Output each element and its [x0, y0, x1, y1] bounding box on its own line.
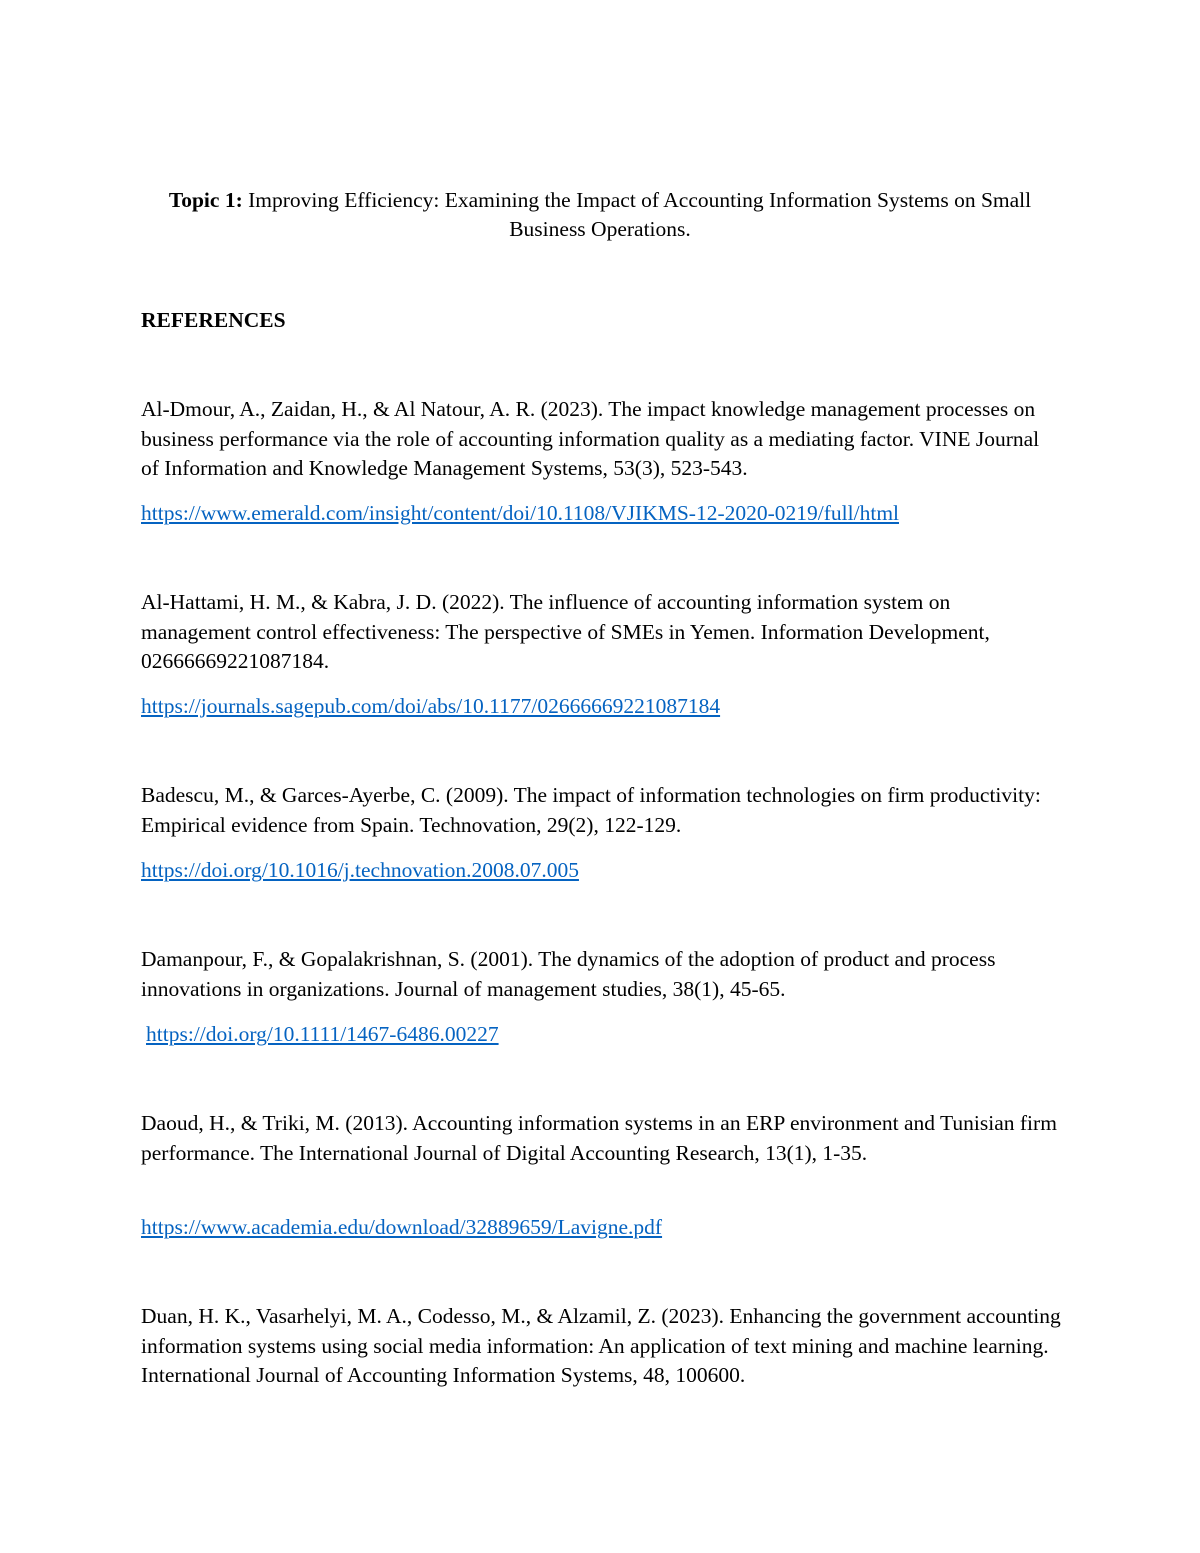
- reference-citation: Damanpour, F., & Gopalakrishnan, S. (2001). The dynamics of the adoption of product and process innovations in organizations. Journal of management studies, 38(1), 45-65.: [141, 947, 996, 1001]
- reference-link[interactable]: https://doi.org/10.1111/1467-6486.00227: [146, 1022, 499, 1046]
- reference-link[interactable]: https://doi.org/10.1016/j.technovation.2008.07.005: [141, 858, 579, 882]
- reference-citation: Badescu, M., & Garces-Ayerbe, C. (2009). The impact of information technologies on firm productivity: Empirical evidence from Spain. Technovation, 29(2), 122-129.: [141, 783, 1041, 837]
- reference-entry: [141, 395, 1061, 484]
- reference-entry: [141, 1109, 1061, 1168]
- references-heading: REFERENCES: [141, 308, 286, 332]
- reference-link[interactable]: https://www.academia.edu/download/32889659/Lavigne.pdf: [141, 1215, 663, 1239]
- topic-title: [140, 186, 1060, 244]
- reference-link[interactable]: https://journals.sagepub.com/doi/abs/10.1177/02666669221087184: [141, 694, 721, 718]
- reference-citation: Al-Dmour, A., Zaidan, H., & Al Natour, A. R. (2023). The impact knowledge management processes on business performance via the role of accounting information quality as a mediating factor. VINE Journal of Information and Knowledge Management Systems, 53(3), 523-543.: [141, 397, 1040, 480]
- reference-citation: Duan, H. K., Vasarhelyi, M. A., Codesso, M., & Alzamil, Z. (2023). Enhancing the government accounting information systems using social media information: An application of text mining and machine learning. International Journal of Accounting Information Systems, 48, 100600.: [141, 1304, 1061, 1387]
- reference-entry: [141, 1302, 1061, 1391]
- reference-link[interactable]: https://www.emerald.com/insight/content/doi/10.1108/VJIKMS-12-2020-0219/full/html: [141, 501, 900, 525]
- reference-entry: [141, 945, 1061, 1004]
- reference-entry: [141, 781, 1061, 840]
- reference-entry: [141, 588, 1061, 677]
- topic-text: Improving Efficiency: Examining the Impact of Accounting Information Systems on Small Business Operations.: [242, 188, 1032, 241]
- reference-citation: Al-Hattami, H. M., & Kabra, J. D. (2022). The influence of accounting information system on management control effectiveness: The perspective of SMEs in Yemen. Information Development, 02666669221087184.: [141, 590, 990, 673]
- reference-citation: Daoud, H., & Triki, M. (2013). Accounting information systems in an ERP environment and Tunisian firm performance. The International Journal of Digital Accounting Research, 13(1), 1-35.: [141, 1111, 1057, 1165]
- topic-label: Topic 1:: [168, 188, 243, 212]
